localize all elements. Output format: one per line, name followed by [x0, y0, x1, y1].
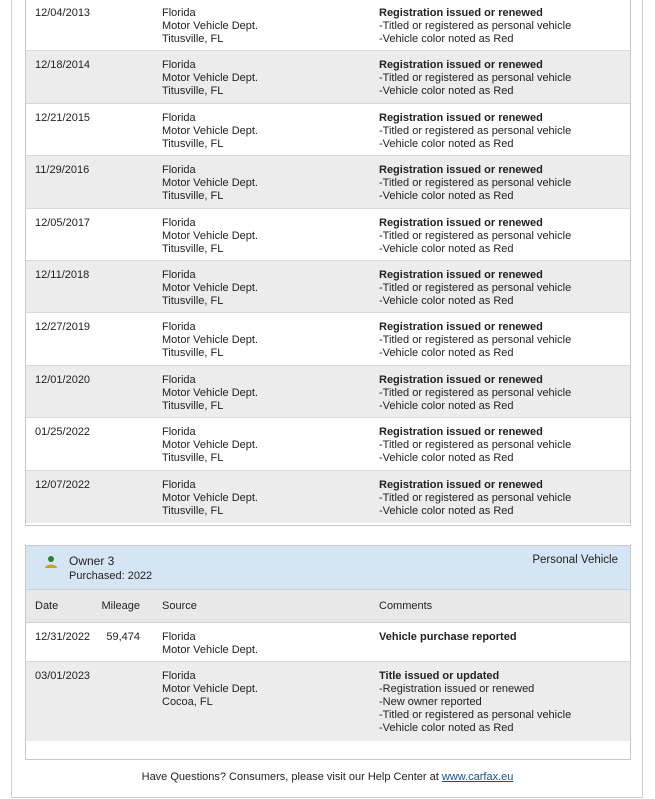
row-comments: Vehicle purchase reported	[379, 631, 517, 643]
header-comments: Comments	[379, 600, 433, 612]
row-date: 12/01/2020	[35, 373, 91, 386]
owner-3-header	[26, 546, 630, 590]
row-date: 12/21/2015	[35, 111, 91, 124]
row-date: 12/11/2018	[35, 268, 90, 281]
table-row	[26, 313, 630, 365]
table-row	[26, 471, 630, 523]
table-row	[26, 209, 630, 261]
person-icon	[44, 555, 58, 569]
owner-vehicle-type: Personal Vehicle	[532, 554, 618, 566]
row-source: Florida Motor Vehicle Dept. Titusville, FL	[162, 59, 258, 98]
row-comments: Registration issued or renewed -Titled or registered as personal vehicle -Vehicle color noted as Red	[379, 111, 572, 150]
row-source: Florida Motor Vehicle Dept. Titusville, FL	[162, 321, 258, 360]
row-date: 12/27/2019	[35, 321, 91, 334]
row-comments: Registration issued or renewed -Titled or registered as personal vehicle -Vehicle color noted as Red	[379, 268, 572, 307]
table-row	[26, 0, 630, 51]
row-source: Florida Motor Vehicle Dept. Titusville, FL	[162, 164, 258, 203]
row-comments: Title issued or updated -Registration issued or renewed -New owner reported -Titled or registered as personal vehicle -Vehicle color noted as Red	[379, 670, 572, 734]
row-source: Florida Motor Vehicle Dept. Titusville, FL	[162, 111, 258, 150]
row-source: Florida Motor Vehicle Dept. Titusville, FL	[162, 373, 258, 412]
row-comments: Registration issued or renewed -Titled or registered as personal vehicle -Vehicle color noted as Red	[379, 164, 572, 203]
row-date: 12/18/2014	[35, 59, 91, 72]
row-comments: Registration issued or renewed -Titled or registered as personal vehicle -Vehicle color noted as Red	[379, 59, 572, 98]
row-date: 12/04/2013	[35, 7, 91, 19]
table-row	[26, 662, 630, 741]
row-comments: Registration issued or renewed -Titled or registered as personal vehicle -Vehicle color noted as Red	[379, 426, 572, 465]
row-mileage: 59,474	[106, 631, 140, 643]
owner-3-card	[25, 545, 631, 760]
owner-purchased: Purchased: 2022	[69, 570, 153, 582]
table-row	[26, 261, 630, 313]
row-source: Florida Motor Vehicle Dept. Titusville, FL	[162, 478, 258, 517]
owner-2-history-table	[25, 0, 631, 526]
row-comments: Registration issued or renewed -Titled or registered as personal vehicle -Vehicle color noted as Red	[379, 7, 572, 45]
table-row	[26, 51, 630, 103]
row-source: Florida Motor Vehicle Dept.	[162, 631, 258, 656]
row-comments: Registration issued or renewed -Titled or registered as personal vehicle -Vehicle color noted as Red	[379, 478, 572, 517]
header-date: Date	[35, 600, 59, 612]
row-source: Florida Motor Vehicle Dept. Cocoa, FL	[162, 670, 258, 708]
row-date: 12/31/2022	[35, 631, 91, 643]
owner-title: Owner 3	[69, 554, 115, 568]
row-comments: Registration issued or renewed -Titled or registered as personal vehicle -Vehicle color noted as Red	[379, 373, 572, 412]
header-mileage: Mileage	[101, 600, 140, 612]
row-comments: Registration issued or renewed -Titled or registered as personal vehicle -Vehicle color noted as Red	[379, 216, 572, 255]
footer-text: Have Questions? Consumers, please visit our Help Center at	[141, 771, 442, 783]
table-row	[26, 104, 630, 156]
row-date: 11/29/2016	[35, 164, 90, 177]
row-date: 01/25/2022	[35, 426, 91, 439]
row-comments: Registration issued or renewed -Titled or registered as personal vehicle -Vehicle color noted as Red	[379, 321, 572, 360]
table-row	[26, 156, 630, 208]
table-header	[26, 590, 630, 623]
row-date: 03/01/2023	[35, 670, 91, 682]
row-source: Florida Motor Vehicle Dept. Titusville, FL	[162, 7, 258, 45]
row-source: Florida Motor Vehicle Dept. Titusville, FL	[162, 268, 258, 307]
table-row	[26, 623, 630, 662]
header-source: Source	[162, 600, 197, 612]
help-footer	[0, 771, 655, 783]
help-center-link[interactable]: www.carfax.eu	[441, 771, 514, 783]
row-source: Florida Motor Vehicle Dept. Titusville, FL	[162, 426, 258, 465]
table-row	[26, 418, 630, 470]
row-date: 12/05/2017	[35, 216, 91, 229]
row-source: Florida Motor Vehicle Dept. Titusville, FL	[162, 216, 258, 255]
row-date: 12/07/2022	[35, 478, 91, 491]
table-row	[26, 366, 630, 418]
